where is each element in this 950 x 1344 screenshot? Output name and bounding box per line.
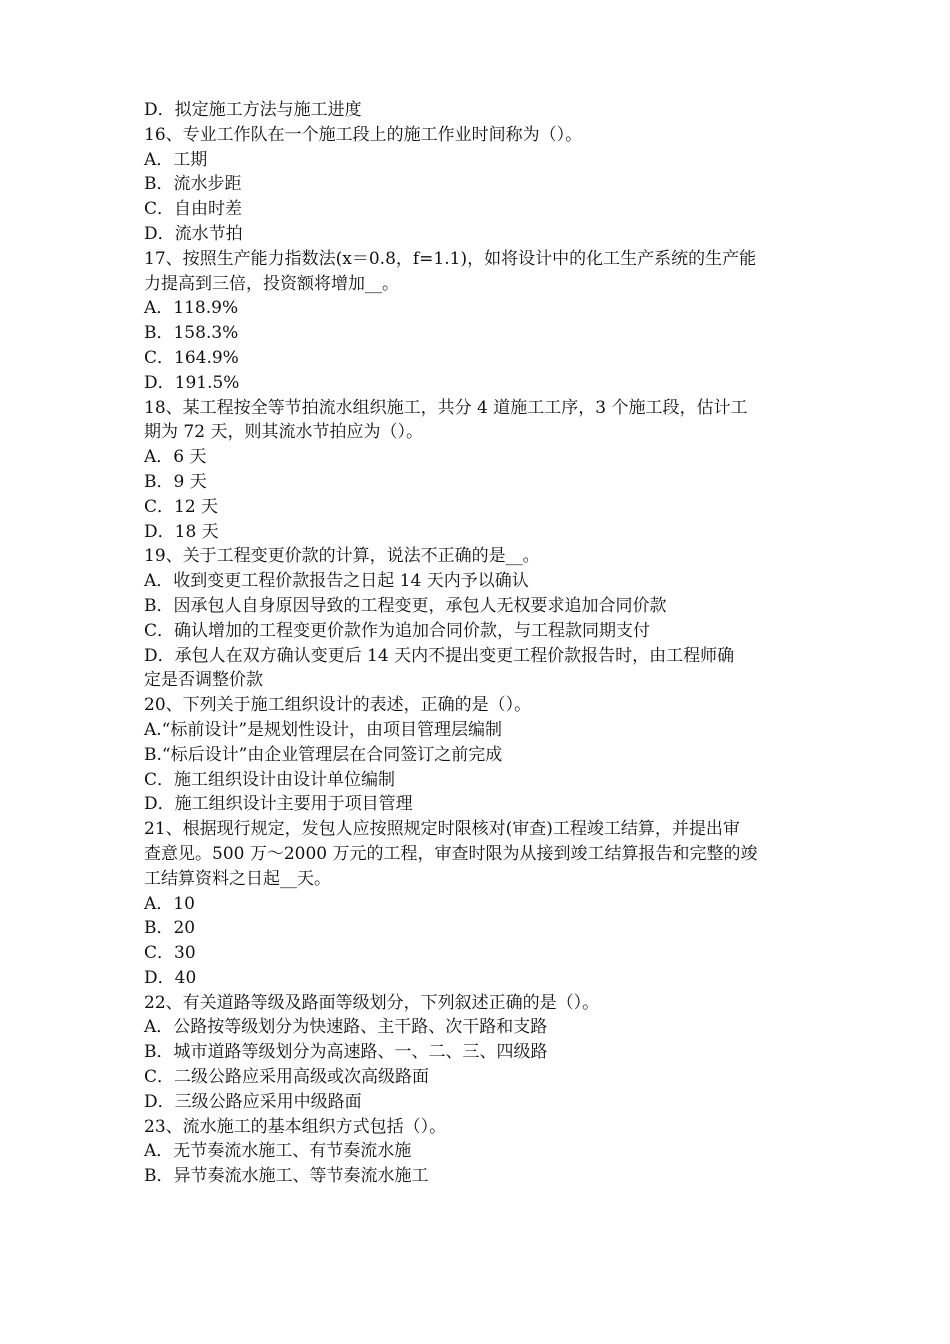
text-line-q22-c: C．二级公路应采用高级或次高级路面 — [144, 1067, 430, 1088]
text-line-q23-a: A．无节奏流水施工、有节奏流水施 — [144, 1141, 412, 1162]
text-line-q17-1: 17、按照生产能力指数法(x＝0.8，f=1.1)，如将设计中的化工生产系统的生产能 — [144, 248, 757, 269]
text-line-q23-b: B．异节奏流水施工、等节奏流水施工 — [144, 1166, 429, 1187]
text-line-q18-a: A．6 天 — [144, 447, 207, 468]
text-line-q21-2: 查意见。500 万～2000 万元的工程，审查时限为从接到竣工结算报告和完整的竣 — [144, 843, 758, 864]
text-line-q21-3: 工结算资料之日起__天。 — [144, 868, 331, 889]
text-line-q20: 20、下列关于施工组织设计的表述，正确的是（）。 — [144, 695, 532, 716]
text-line-q16: 16、专业工作队在一个施工段上的施工作业时间称为（）。 — [144, 124, 583, 145]
document-page — [144, 98, 810, 1189]
text-line-q20-c: C．施工组织设计由设计单位编制 — [144, 769, 396, 790]
text-line-q21-a: A．10 — [144, 893, 195, 914]
text-line-q21-1: 21、根据现行规定，发包人应按照规定时限核对(审查)工程竣工结算，并提出审 — [144, 819, 740, 840]
text-line-q17-2: 力提高到三倍，投资额将增加__。 — [144, 273, 399, 294]
text-line-q19: 19、关于工程变更价款的计算，说法不正确的是__。 — [144, 546, 540, 567]
text-line-q16-b: B．流水步距 — [144, 174, 242, 195]
text-line-q17-c: C．164.9% — [144, 347, 239, 368]
text-line-q17-b: B．158.3% — [144, 323, 239, 344]
text-line-q15-d: D．拟定施工方法与施工进度 — [144, 100, 362, 120]
text-line-q17-a: A．118.9% — [144, 298, 239, 319]
text-line-q20-b: B.“标后设计”由企业管理层在合同签订之前完成 — [144, 744, 503, 765]
text-line-q19-d2: 定是否调整价款 — [144, 670, 263, 691]
text-line-q22: 22、有关道路等级及路面等级划分，下列叙述正确的是（）。 — [144, 992, 600, 1013]
text-line-q16-a: A．工期 — [144, 149, 208, 170]
text-line-q23: 23、流水施工的基本组织方式包括（）。 — [144, 1116, 447, 1137]
text-line-q16-d: D．流水节拍 — [144, 223, 243, 244]
text-line-q22-d: D．三级公路应采用中级路面 — [144, 1091, 362, 1112]
text-line-q18-2: 期为 72 天，则其流水节拍应为（）。 — [144, 422, 423, 443]
text-line-q19-c: C．确认增加的工程变更价款作为追加合同价款，与工程款同期支付 — [144, 620, 651, 641]
text-line-q21-d: D．40 — [144, 967, 197, 988]
text-line-q20-a: A.“标前设计”是规划性设计，由项目管理层编制 — [144, 719, 503, 740]
text-line-q17-d: D．191.5% — [144, 372, 240, 393]
text-line-q22-b: B．城市道路等级划分为高速路、一、二、三、四级路 — [144, 1042, 548, 1063]
text-line-q18-b: B．9 天 — [144, 471, 207, 492]
text-line-q21-b: B．20 — [144, 918, 196, 939]
text-line-q19-b: B．因承包人自身原因导致的工程变更，承包人无权要求追加合同价款 — [144, 595, 667, 616]
text-line-q19-d1: D．承包人在双方确认变更后 14 天内不提出变更工程价款报告时，由工程师确 — [144, 645, 735, 666]
text-line-q22-a: A．公路按等级划分为快速路、主干路、次干路和支路 — [144, 1017, 548, 1038]
text-line-q16-c: C．自由时差 — [144, 199, 243, 220]
text-line-q21-c: C．30 — [144, 943, 196, 964]
text-line-q18-d: D．18 天 — [144, 521, 219, 542]
text-line-q18-c: C．12 天 — [144, 496, 219, 517]
text-line-q19-a: A．收到变更工程价款报告之日起 14 天内予以确认 — [144, 571, 529, 592]
text-line-q20-d: D．施工组织设计主要用于项目管理 — [144, 794, 413, 815]
text-line-q18-1: 18、某工程按全等节拍流水组织施工，共分 4 道施工工序，3 个施工段，估计工 — [144, 397, 748, 418]
